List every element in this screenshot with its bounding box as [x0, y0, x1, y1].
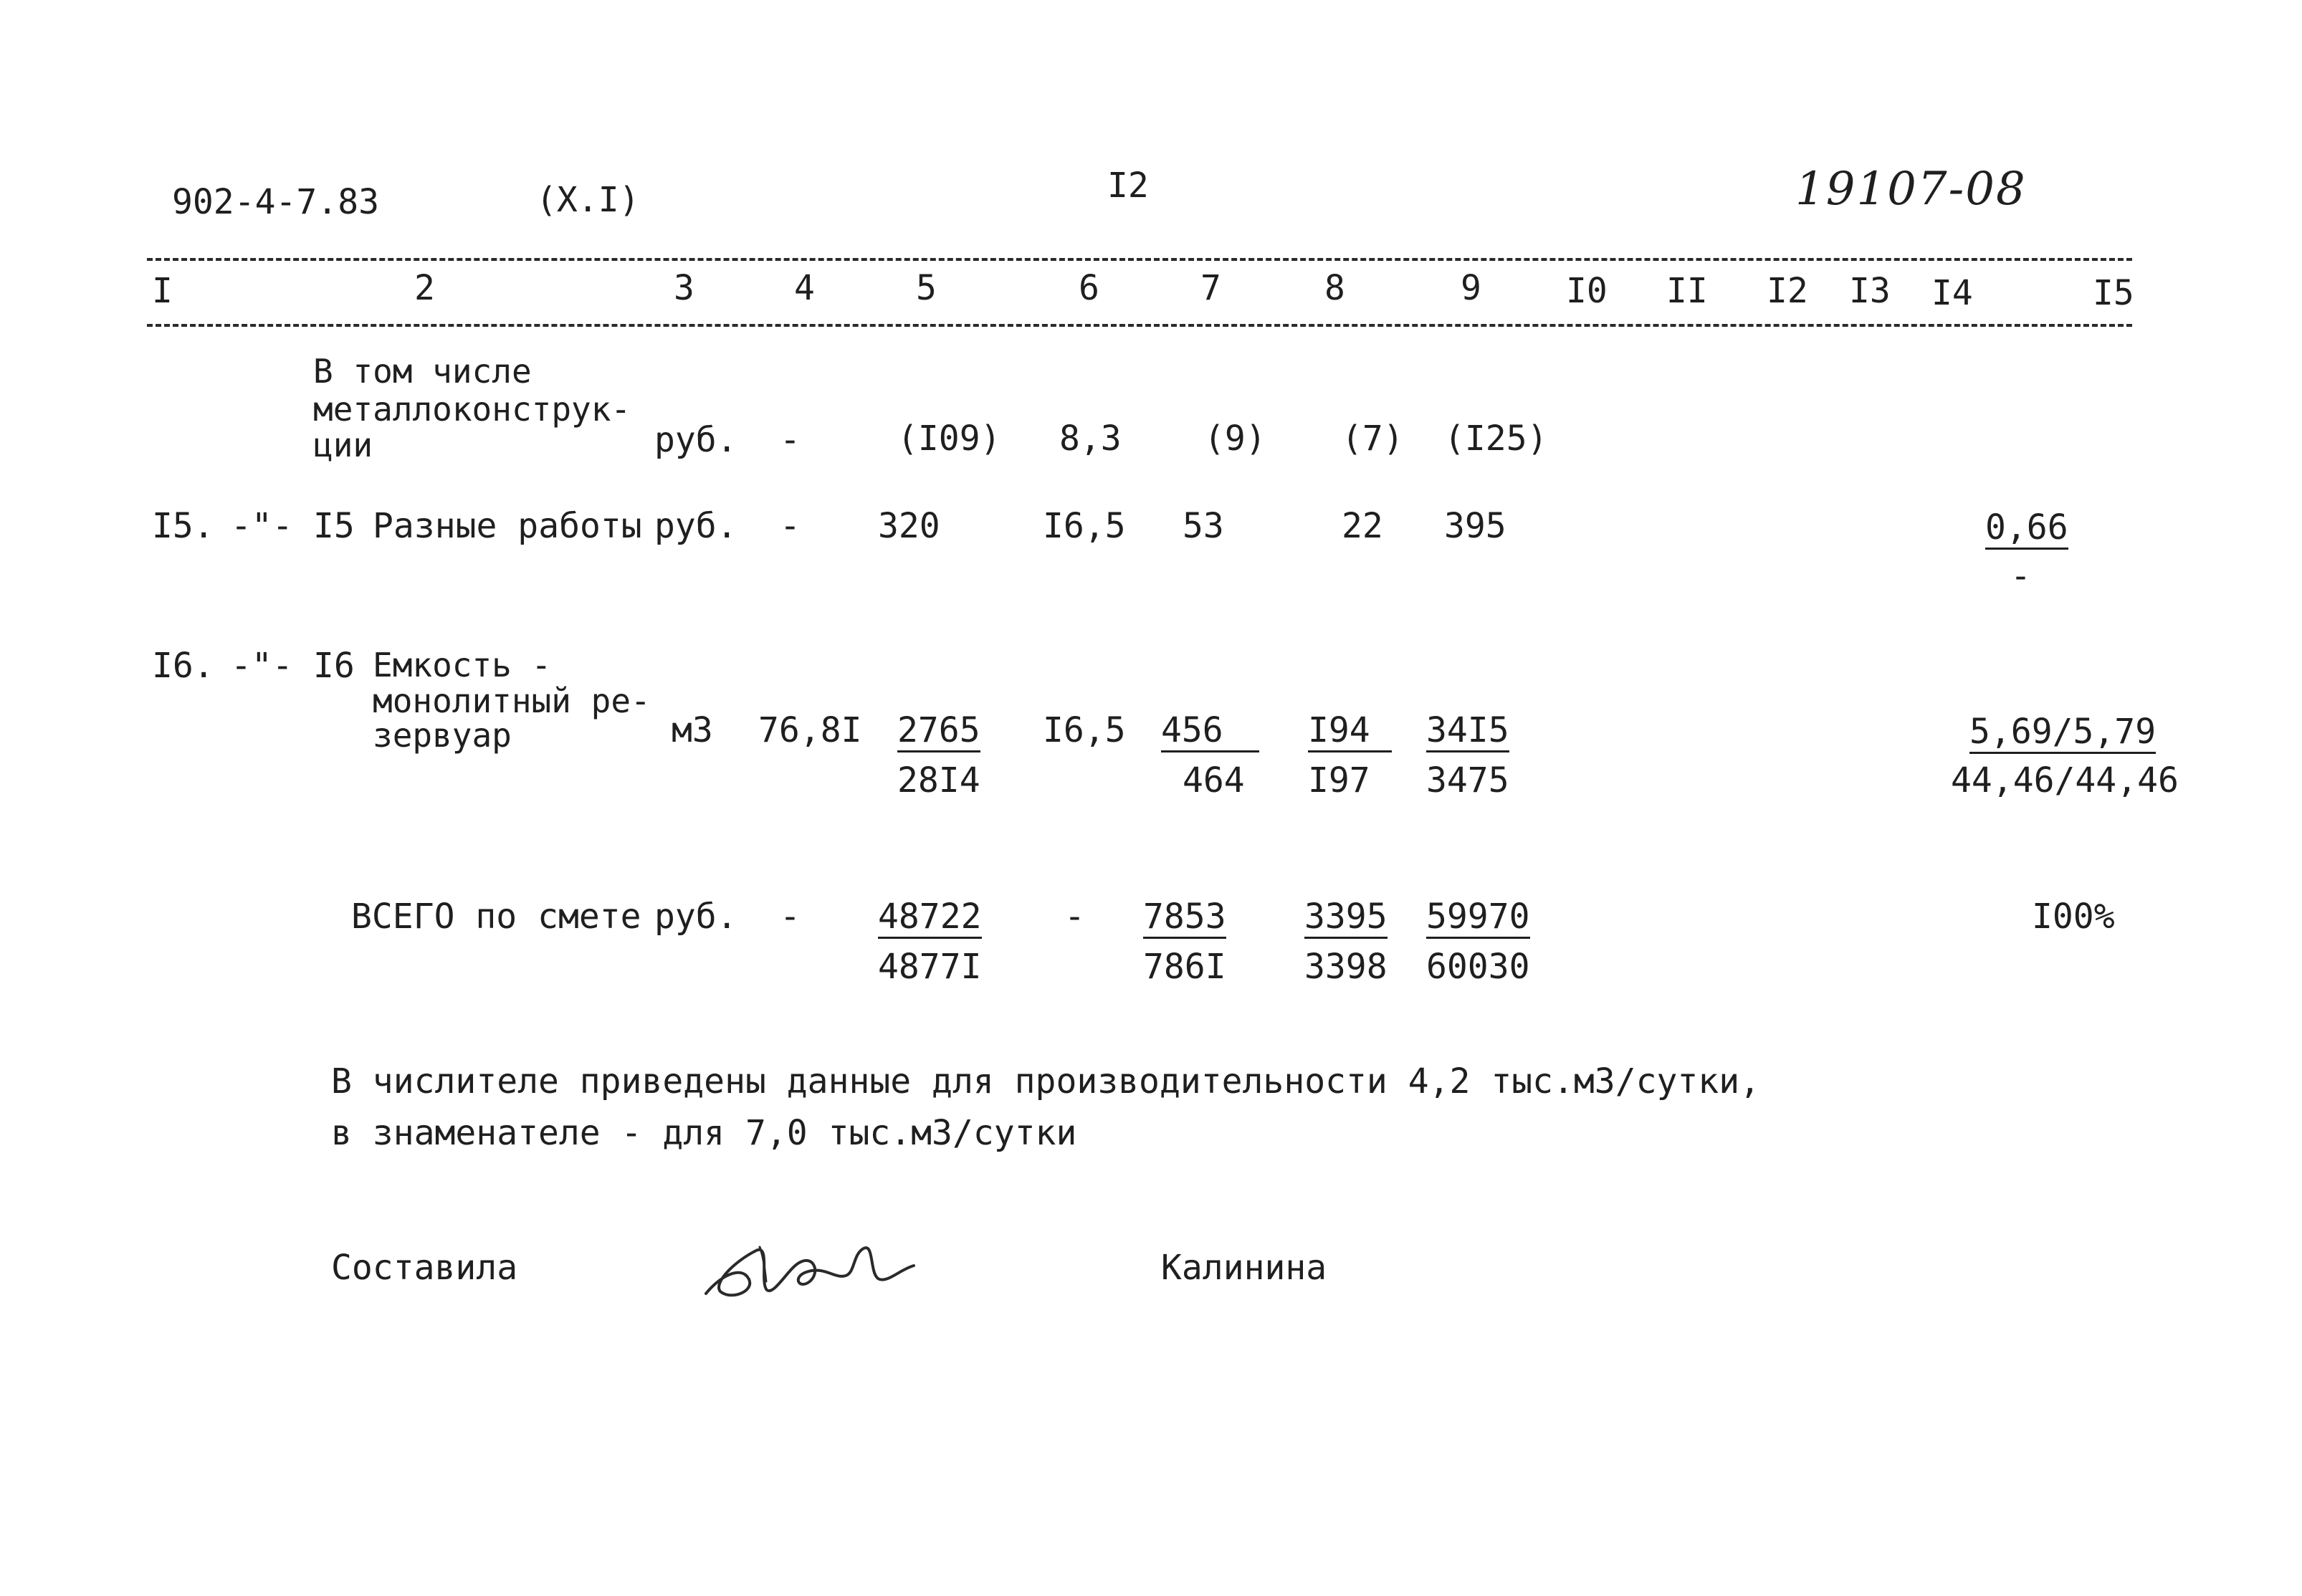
- total-label: ВСЕГО по смете: [351, 897, 641, 937]
- total-qty: -: [780, 897, 801, 937]
- total-c5-denominator: 4877I: [878, 947, 982, 987]
- row15-c8: 22: [1342, 506, 1383, 546]
- total-c6: -: [1064, 897, 1085, 937]
- col-header-2: 2: [414, 268, 435, 308]
- row16-name-line-3: зервуар: [373, 716, 512, 755]
- row15-c9: 395: [1444, 506, 1506, 546]
- col-header-10: I0: [1566, 271, 1608, 311]
- row16-c15-denominator: 44,46/44,46: [1951, 760, 2179, 801]
- row16-name-line-2: монолитный ре-: [373, 682, 651, 720]
- row16-ditto: -"-: [231, 646, 293, 686]
- section-code: (X.I): [536, 180, 640, 220]
- note-line-1: В числителе приведены данные для производительности 4,2 тыс.м3/сутки,: [331, 1061, 1760, 1102]
- total-c8-denominator: 3398: [1304, 947, 1388, 987]
- row16-c8-denominator: I97: [1308, 760, 1370, 801]
- metal-name-line-2: металлоконструк-: [313, 390, 631, 429]
- row15-c6: I6,5: [1043, 506, 1126, 546]
- metal-c7: (9): [1204, 419, 1266, 459]
- row16-code: I6: [313, 646, 355, 686]
- metal-qty: -: [780, 420, 801, 460]
- row16-num: I6.: [152, 646, 214, 686]
- row16-unit: м3: [672, 710, 713, 750]
- metal-unit: руб.: [654, 420, 737, 460]
- header-top-rule: [147, 258, 2132, 261]
- row16-c9-numerator: 34I5: [1426, 713, 1509, 752]
- row16-c9-denominator: 3475: [1426, 760, 1509, 801]
- row15-c7: 53: [1183, 506, 1224, 546]
- total-c8-numerator: 3395: [1304, 899, 1388, 939]
- row16-c15-numerator: 5,69/5,79: [1969, 715, 2156, 754]
- metal-name-line-1: В том числе: [313, 352, 532, 391]
- row16-c8-numerator: I94: [1308, 713, 1392, 752]
- stamp-number: 19107-08: [1795, 163, 2027, 216]
- row15-c15-denominator: -: [2010, 556, 2031, 596]
- note-line-2: в знаменателе - для 7,0 тыс.м3/сутки: [331, 1113, 1077, 1153]
- compiler-name: Калинина: [1161, 1248, 1327, 1288]
- page-number: I2: [1107, 166, 1149, 206]
- col-header-12: I2: [1767, 271, 1808, 311]
- row16-c5-numerator: 2765: [897, 713, 980, 752]
- row15-code: I5: [313, 506, 355, 546]
- col-header-8: 8: [1324, 268, 1345, 308]
- total-c5-numerator: 48722: [878, 899, 982, 939]
- total-c9-denominator: 60030: [1426, 947, 1530, 987]
- row15-c15-numerator: 0,66: [1985, 510, 2068, 550]
- row16-name-line-1: Емкость -: [373, 646, 552, 684]
- col-header-4: 4: [794, 268, 815, 308]
- total-c15: I00%: [2032, 897, 2115, 937]
- row16-c6: I6,5: [1043, 710, 1126, 750]
- row15-qty: -: [780, 506, 801, 546]
- row15-ditto: -"-: [231, 506, 293, 546]
- row15-name: Разные работы: [373, 506, 642, 546]
- col-header-11: II: [1666, 271, 1708, 311]
- row16-c7-denominator: 464: [1183, 760, 1245, 801]
- metal-name-line-3: ции: [313, 426, 373, 464]
- row15-c5: 320: [878, 506, 940, 546]
- col-header-13: I3: [1849, 271, 1891, 311]
- metal-c8: (7): [1342, 419, 1404, 459]
- col-header-5: 5: [916, 268, 937, 308]
- signature-image: [692, 1211, 935, 1319]
- doc-code: 902-4-7.83: [172, 182, 379, 222]
- metal-c6: 8,3: [1059, 419, 1122, 459]
- total-c7-denominator: 786I: [1143, 947, 1226, 987]
- col-header-7: 7: [1200, 268, 1221, 308]
- total-c7-numerator: 7853: [1143, 899, 1226, 939]
- col-header-3: 3: [674, 268, 694, 308]
- col-header-15: I5: [2093, 273, 2134, 313]
- row15-num: I5.: [152, 506, 214, 546]
- total-unit: руб.: [654, 897, 737, 937]
- row16-qty: 76,8I: [758, 710, 862, 750]
- col-header-14: I4: [1931, 273, 1973, 313]
- total-c9-numerator: 59970: [1426, 899, 1530, 939]
- col-header-1: I: [152, 271, 173, 311]
- header-bottom-rule: [147, 324, 2132, 327]
- col-header-6: 6: [1079, 268, 1099, 308]
- col-header-9: 9: [1461, 268, 1481, 308]
- metal-c9: (I25): [1444, 419, 1548, 459]
- row16-c5-denominator: 28I4: [897, 760, 980, 801]
- row15-unit: руб.: [654, 506, 737, 546]
- metal-c5: (I09): [897, 419, 1001, 459]
- row16-c7-numerator: 456: [1161, 713, 1259, 752]
- compiled-by-label: Составила: [331, 1248, 518, 1288]
